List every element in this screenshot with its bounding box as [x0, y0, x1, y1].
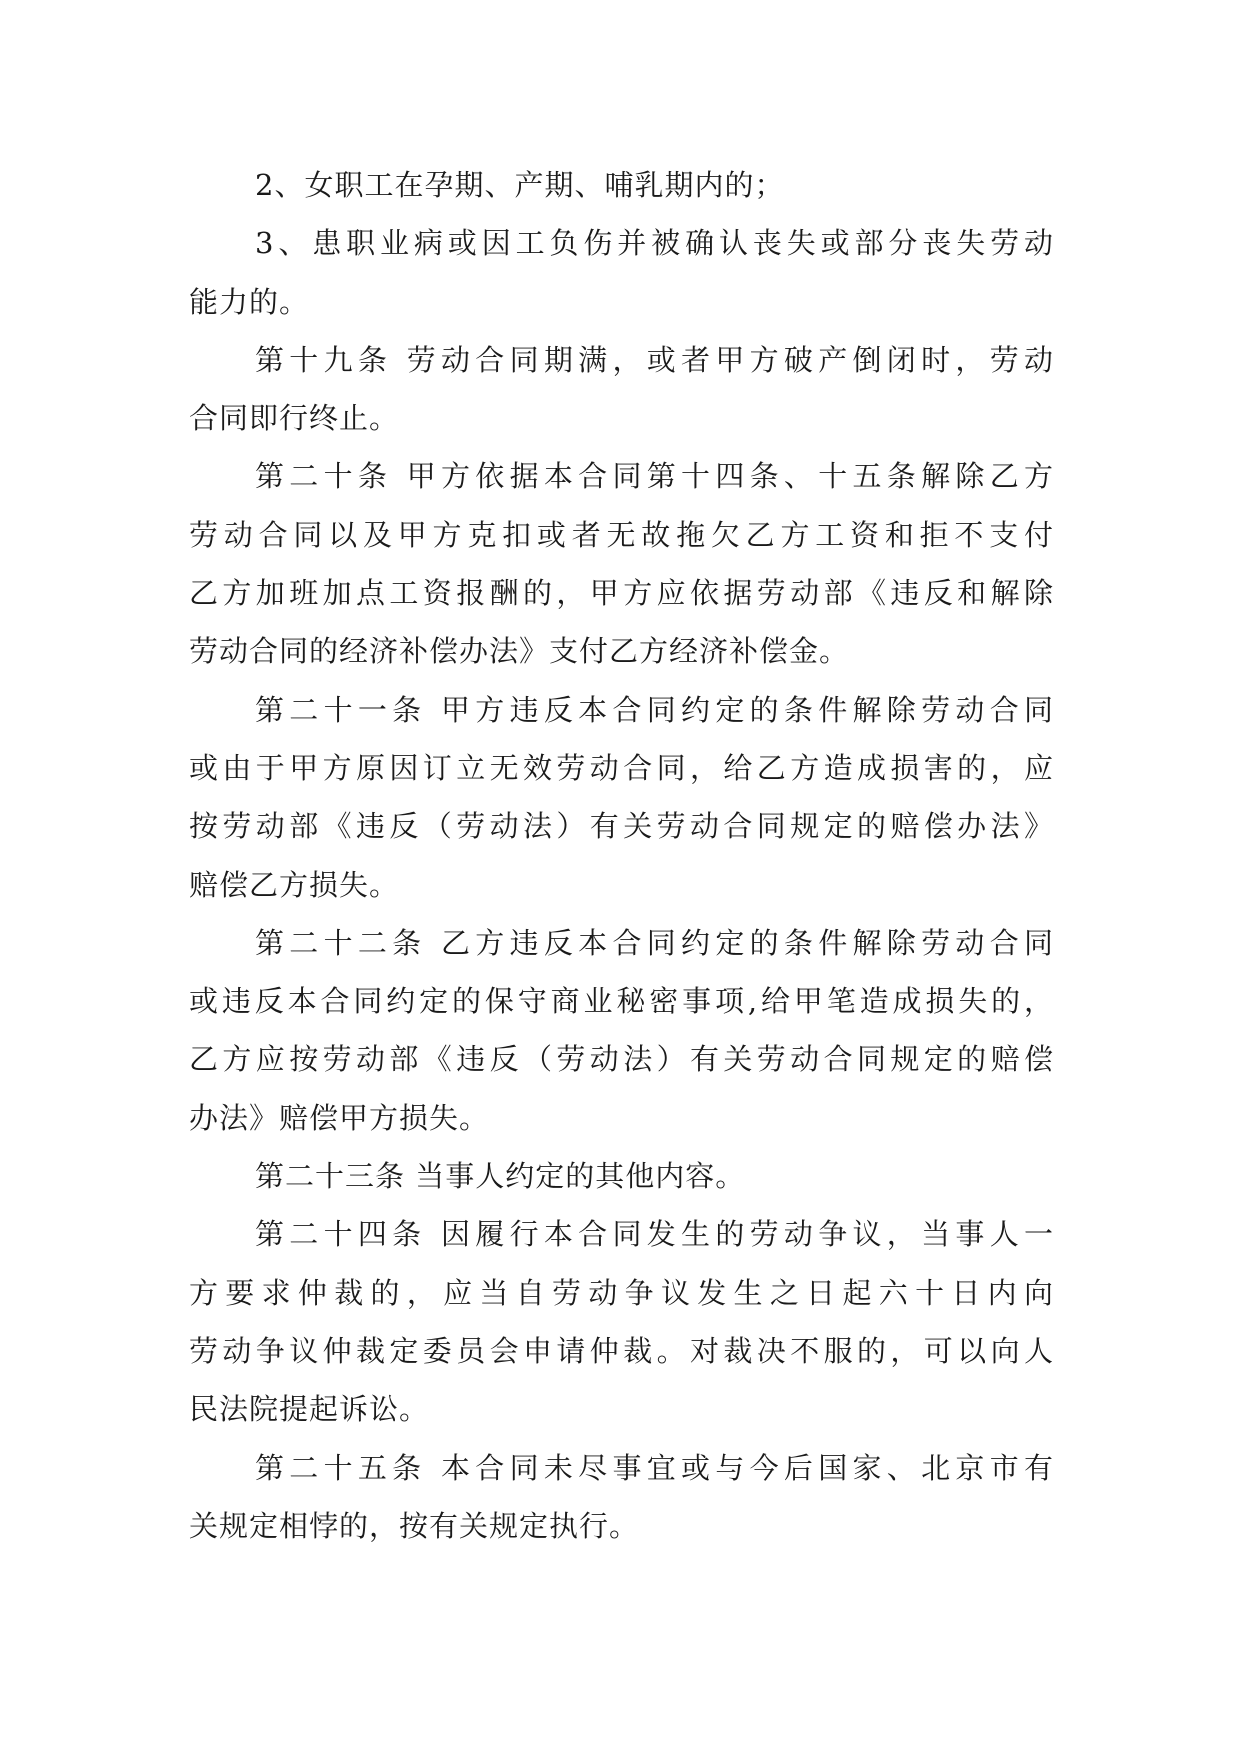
paragraph-line: 或由于甲方原因订立无效劳动合同，给乙方造成损害的，应 [189, 750, 1053, 785]
paragraph-line: 合同即行终止。 [189, 401, 400, 436]
paragraph-line: 方要求仲裁的，应当自劳动争议发生之日起六十日内向 [189, 1275, 1053, 1310]
paragraph-line: 第十九条 劳动合同期满，或者甲方破产倒闭时，劳动 [255, 342, 1053, 377]
paragraph-line: 赔偿乙方损失。 [189, 867, 400, 902]
paragraph-article-21 [189, 681, 1053, 914]
paragraph-line: 第二十一条 甲方违反本合同约定的条件解除劳动合同 [255, 692, 1053, 727]
paragraph-item-3 [189, 214, 1053, 331]
paragraph-article-20 [189, 447, 1053, 680]
paragraph-line: 第二十二条 乙方违反本合同约定的条件解除劳动合同 [255, 925, 1053, 960]
paragraph-line: 能力的。 [189, 284, 310, 319]
paragraph-article-25 [189, 1439, 1053, 1556]
paragraph-article-19 [189, 331, 1053, 448]
paragraph-line: 劳动合同的经济补偿办法》支付乙方经济补偿金。 [189, 634, 850, 669]
paragraph-line: 2、女职工在孕期、产期、哺乳期内的； [255, 168, 785, 202]
paragraph-line: 乙方应按劳动部《违反（劳动法）有关劳动合同规定的赔偿 [189, 1042, 1053, 1077]
paragraph-line: 3、患职业病或因工负伤并被确认丧失或部分丧失劳动 [255, 226, 1053, 261]
paragraph-line: 第二十条 甲方依据本合同第十四条、十五条解除乙方 [255, 459, 1053, 494]
paragraph-item-2 [189, 156, 1053, 214]
document-body [189, 156, 1053, 1555]
paragraph-line: 或违反本合同约定的保守商业秘密事项,给甲笔造成损失的， [189, 984, 1053, 1019]
paragraph-line: 乙方加班加点工资报酬的，甲方应依据劳动部《违反和解除 [189, 576, 1053, 611]
paragraph-line: 第二十四条 因履行本合同发生的劳动争议，当事人一 [255, 1217, 1053, 1252]
paragraph-article-24 [189, 1205, 1053, 1438]
paragraph-line: 第二十三条 当事人约定的其他内容。 [255, 1159, 746, 1194]
paragraph-line: 关规定相悖的，按有关规定执行。 [189, 1508, 640, 1543]
paragraph-line: 民法院提起诉讼。 [189, 1392, 430, 1427]
paragraph-line: 第二十五条 本合同未尽事宜或与今后国家、北京市有 [255, 1450, 1053, 1485]
paragraph-line: 按劳动部《违反（劳动法）有关劳动合同规定的赔偿办法》 [189, 809, 1053, 844]
paragraph-article-23 [189, 1147, 1053, 1205]
paragraph-article-22 [189, 914, 1053, 1147]
paragraph-line: 办法》赔偿甲方损失。 [189, 1100, 490, 1135]
paragraph-line: 劳动争议仲裁定委员会申请仲裁。对裁决不服的，可以向人 [189, 1333, 1053, 1368]
paragraph-line: 劳动合同以及甲方克扣或者无故拖欠乙方工资和拒不支付 [189, 517, 1053, 552]
